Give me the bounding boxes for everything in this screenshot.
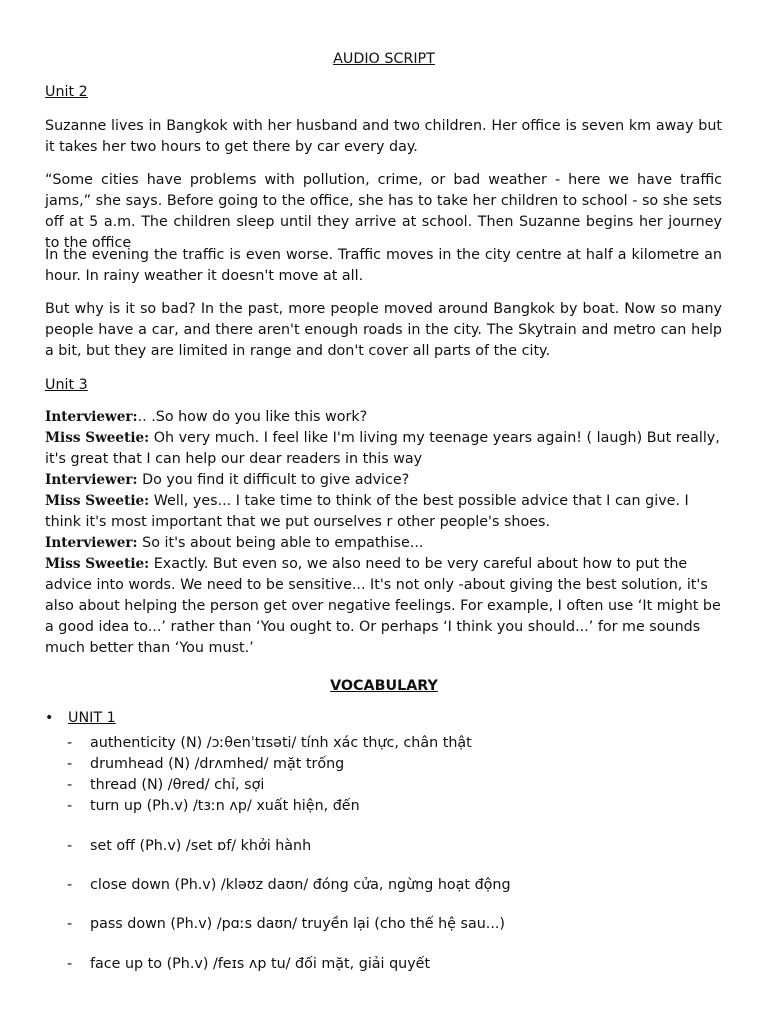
vocabulary-item-text: authenticity (N) /ɔːθenˈtɪsəti/ tính xác thực, chân thật [90,735,472,751]
vocabulary-unit-label: UNIT 1 [68,710,116,726]
speaker-name: Miss Sweetie: [45,430,150,446]
unit3-heading: Unit 3 [45,377,88,393]
bullet-icon: • [45,710,54,726]
dash-icon: - [67,838,73,854]
speaker-name: Interviewer: [45,409,138,425]
dash-icon: - [67,756,73,772]
speaker-name: Miss Sweetie: [45,493,150,509]
speaker-name: Interviewer: [45,472,138,488]
vocabulary-item-text: set off (Ph.v) /set ɒf/ khởi hành [90,838,312,854]
dash-icon: - [67,735,73,751]
speaker-name: Interviewer: [45,535,138,551]
dialogue-text: .. .So how do you like this work? [137,409,368,425]
vocabulary-item-text: face up to (Ph.v) /feɪs ʌp tu/ đối mặt, giải quyết [90,956,431,972]
vocabulary-item-text: turn up (Ph.v) /tɜːn ʌp/ xuất hiện, đến [90,798,360,814]
dash-icon: - [67,798,73,814]
unit2-paragraph: Suzanne lives in Bangkok with her husband and two children. Her office is seven km away but it takes her two hours to get there by car every day. [45,118,722,155]
vocabulary-item-text: pass down (Ph.v) /pɑːs daʊn/ truyền lại (cho thế hệ sau...) [90,916,505,932]
audio-script-title: AUDIO SCRIPT [333,51,435,67]
unit2-paragraph: In the evening the traffic is even worse. Traffic moves in the city centre at half a kilometre an hour. In rainy weather it doesn't move at all. [45,247,722,284]
dialogue-line [45,407,722,428]
unit3-dialogue [45,407,722,659]
dialogue-line [45,491,722,533]
vocabulary-title: VOCABULARY [330,678,438,694]
speaker-name: Miss Sweetie: [45,556,150,572]
dash-icon: - [67,777,73,793]
dash-icon: - [67,916,73,932]
dialogue-line [45,470,722,491]
dash-icon: - [67,956,73,972]
vocabulary-item-text: close down (Ph.v) /kləʊz daʊn/ đóng cửa, ngừng hoạt động [90,877,511,893]
dialogue-text: Well, yes... I take time to think of the best possible advice that I can give. I think it's most important that we put ourselves r other people's shoes. [45,493,689,530]
unit2-paragraph: “Some cities have problems with pollution, crime, or bad weather - here we have traffic jams,” she says. Before going to the office, she has to take her children to school - so she sets off at 5 a.m. The children sleep until they arrive at school. Then Suzanne begins her journey to the office [45,172,722,251]
dialogue-text: Do you find it difficult to give advice? [137,472,410,488]
unit2-paragraph: But why is it so bad? In the past, more people moved around Bangkok by boat. Now so many people have a car, and there aren't enough roads in the city. The Skytrain and metro can help a bit, but they are limited in range and don't cover all parts of the city. [45,301,722,359]
dialogue-text: So it's about being able to empathise... [137,535,424,551]
dash-icon: - [67,877,73,893]
dialogue-line [45,533,722,554]
vocabulary-item-text: thread (N) /θred/ chỉ, sợi [90,777,265,793]
dialogue-line [45,554,722,659]
dialogue-text: Exactly. But even so, we also need to be very careful about how to put the advice into words. We need to be sensitive... It's not only -about giving the best solution, it's also about helping the person get over negative feelings. For example, I often use ‘It might be a good idea to...’ rather than ‘You ought to. Or perhaps ‘I think you should...’ for me sounds much better than ‘You must.’ [45,556,721,656]
unit2-heading: Unit 2 [45,84,88,100]
vocabulary-item-text: drumhead (N) /drʌmhed/ mặt trống [90,756,345,772]
dialogue-text: Oh very much. I feel like I'm living my teenage years again! ( laugh) But really, it's great that I can help our dear readers in this way [45,430,720,467]
dialogue-line [45,428,722,470]
